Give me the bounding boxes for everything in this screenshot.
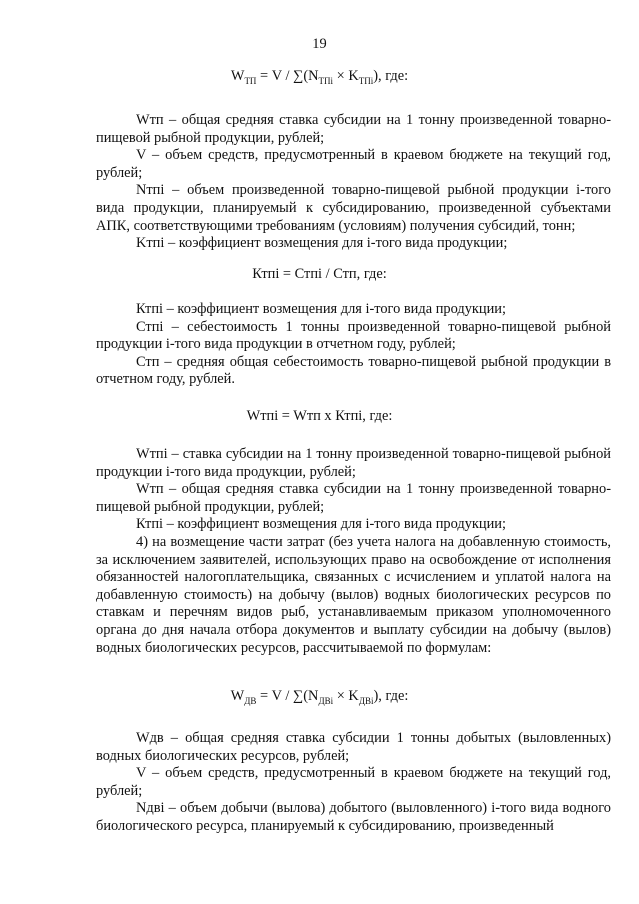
definition-k-tpi-2: Ктпi – коэффициент возмещения для i-того вида продукции; (136, 301, 506, 317)
definition-w-tpi: Wтпi – ставка субсидии на 1 тонну произведенной товарно-пищевой рыбной продукции i-того вида продукции, рублей; (96, 446, 611, 480)
definition-v: V – объем средств, предусмотренный в краевом бюджете на текущий год, рублей; (96, 147, 611, 181)
formula-k-tpi: Ктпi = Стпi / Стп, где: (252, 266, 387, 282)
definition-w-dv: Wдв – общая средняя ставка субсидии 1 тонны добытых (выловленных) водных биологических ресурсов, рублей; (96, 730, 611, 764)
definition-w-tp: Wтп – общая средняя ставка субсидии на 1 тонну произведенной товарно-пищевой рыбной продукции, рублей; (96, 112, 611, 146)
formula-w-tp: $W_{ТП} = V / \sum(N_{ТПi} \times K_{ТПi})$, где: (230, 68, 409, 86)
definitions-block-1 (96, 112, 611, 253)
definition-k-tpi: Kтпi – коэффициент возмещения для i-того вида продукции; (136, 235, 508, 252)
definition-k-tpi-3: Ктпi – коэффициент возмещения для i-того вида продукции; (136, 516, 506, 533)
formula-w-dv: $W_{ДВ} = V / \sum(N_{ДВi} \times K_{ДВi})$, где: (230, 688, 409, 706)
page-number: 19 (312, 36, 327, 52)
definition-s-tpi: Стпi – себестоимость 1 тонны произведенной товарно-пищевой рыбной продукции i-того вида продукции в отчетном году, рублей; (96, 318, 611, 353)
definitions-block-2 (96, 301, 611, 389)
definition-n-dvi: Nдвi – объем добычи (вылова) добытого (выловленного) i-того вида водного биологического ресурса, планируемый к субсидированию, произведенный (96, 800, 611, 834)
definition-n-tpi: Nтпi – объем произведенной товарно-пищевой рыбной продукции i-того вида продукции, планируемый к субсидированию, произведенной субъектами АПК, соответствующими требованиям (условиям) получения субсидий, тонн; (96, 182, 611, 234)
definition-s-tp: Стп – средняя общая себестоимость товарно-пищевой рыбной продукции в отчетном году, рублей. (96, 353, 611, 388)
formula-w-tpi: Wтпi = Wтп х Ктпi, где: (246, 408, 393, 424)
definitions-block-4 (96, 730, 611, 836)
definition-w-tp-2: Wтп – общая средняя ставка субсидии на 1 тонну произведенной товарно-пищевой рыбной продукции, рублей; (96, 481, 611, 515)
definitions-block-3 (96, 446, 611, 657)
definition-v-2: V – объем средств, предусмотренный в краевом бюджете на текущий год, рублей; (96, 765, 611, 799)
clause-4: 4) на возмещение части затрат (без учета налога на добавленную стоимость, за исключением заявителей, использующих право на освобождение от исполнения обязанностей налогоплательщика, связанных с исчислением и уплатой налога на добавленную стоимость) на добычу (вылов) водных биологических ресурсов по ставкам и перечням видов рыб, устанавливаемым приказом уполномоченного органа до дня начала отбора документов и выплату субсидии на добычу (вылов) водных биологических ресурсов, рассчитываемой по формулам: (96, 533, 611, 656)
